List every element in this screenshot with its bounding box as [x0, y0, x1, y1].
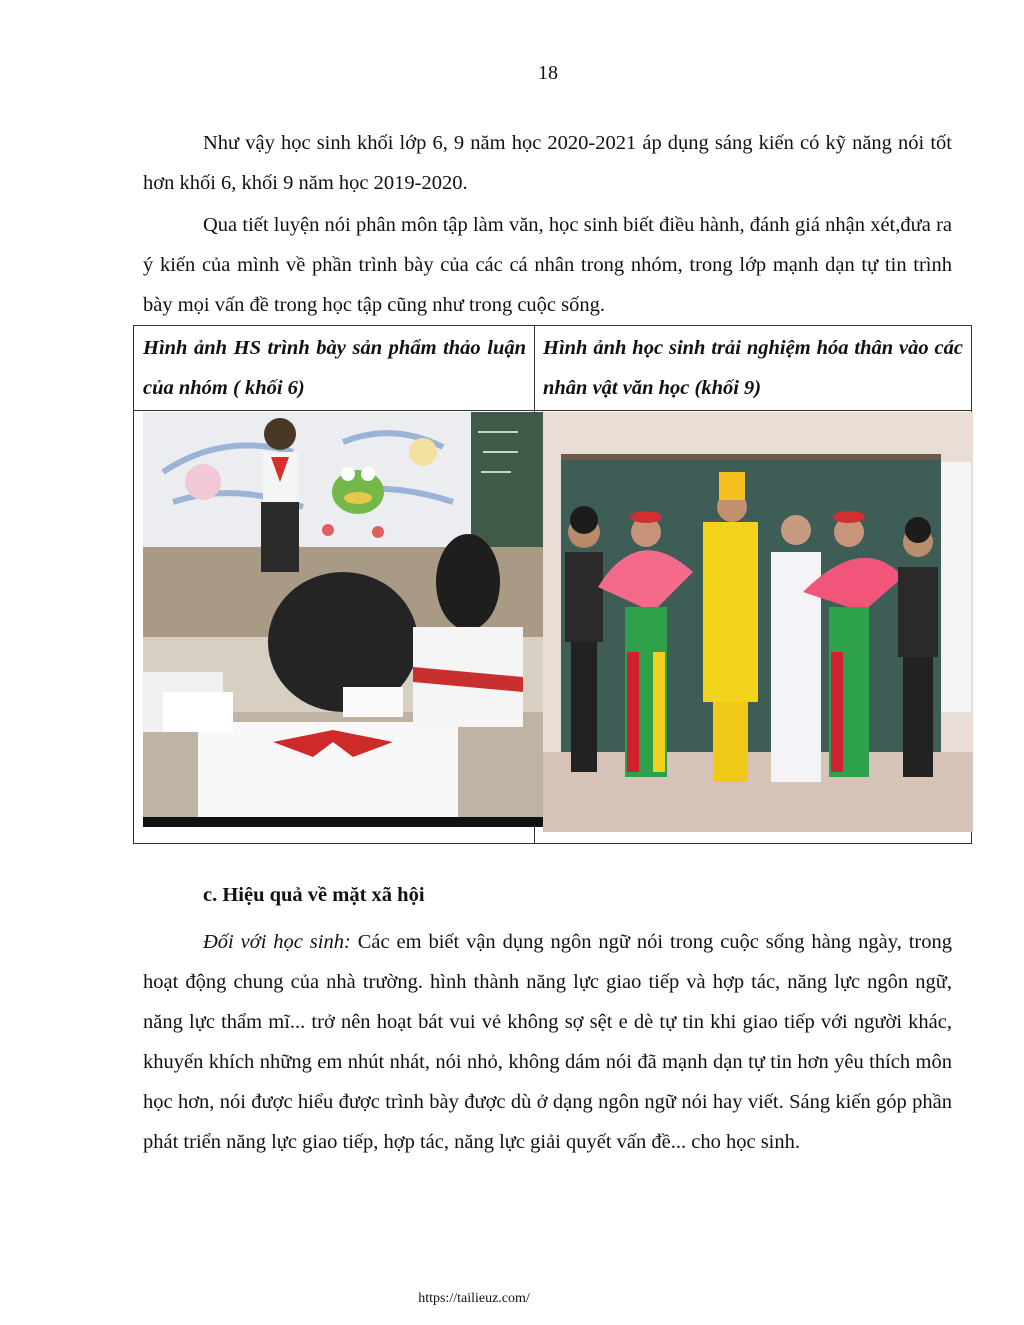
page-number: 18 [538, 62, 558, 84]
literary-characters-photo [543, 412, 973, 832]
table-row-divider [134, 410, 971, 411]
section-heading: c. Hiệu quả về mặt xã hội [203, 884, 425, 906]
paragraph-results: Như vậy học sinh khối lớp 6, 9 năm học 2020-2021 áp dụng sáng kiến có kỹ năng nói tốt hơn khối 6, khối 9 năm học 2019-2020. [143, 132, 952, 194]
paragraph-speaking-practice: Qua tiết luyện nói phân môn tập làm văn, học sinh biết điều hành, đánh giá nhận xét,đưa ra ý kiến của mình về phần trình bày của các cá nhân trong nhóm, trong lớp mạnh dạn tự tin trình bày mọi vấn đề trong học tập cũng như trong cuộc sống. [143, 214, 952, 316]
lead-phrase: Đối với học sinh: [203, 931, 351, 953]
classroom-presentation-photo [143, 412, 543, 827]
paragraph-student-effects [143, 922, 952, 1162]
left-photo-caption: Hình ảnh HS trình bày sản phẩm thảo luận của nhóm ( khối 6) [143, 337, 526, 399]
photo-table [133, 325, 972, 844]
footer-url: https://tailieuz.com/ [418, 1291, 530, 1306]
paragraph-body: Các em biết vận dụng ngôn ngữ nói trong cuộc sống hàng ngày, trong hoạt động chung của nhà trường. hình thành năng lực giao tiếp và hợp tác, năng lực ngôn ngữ, năng lực thẩm mĩ... trở nên hoạt bát vui vẻ không sợ sệt e dè tự tin khi giao tiếp với người khác, khuyến khích những em nhút nhát, nói nhỏ, không dám nói đã mạnh dạn tự tin hơn yêu thích môn học hơn, nói được hiểu được trình bày được dù ở dạng ngôn ngữ nói hay viết. Sáng kiến góp phần phát triển năng lực giao tiếp, hợp tác, năng lực giải quyết vấn đề... cho học sinh. [143, 931, 952, 1153]
right-photo-caption: Hình ảnh học sinh trải nghiệm hóa thân vào các nhân vật văn học (khối 9) [543, 337, 963, 399]
